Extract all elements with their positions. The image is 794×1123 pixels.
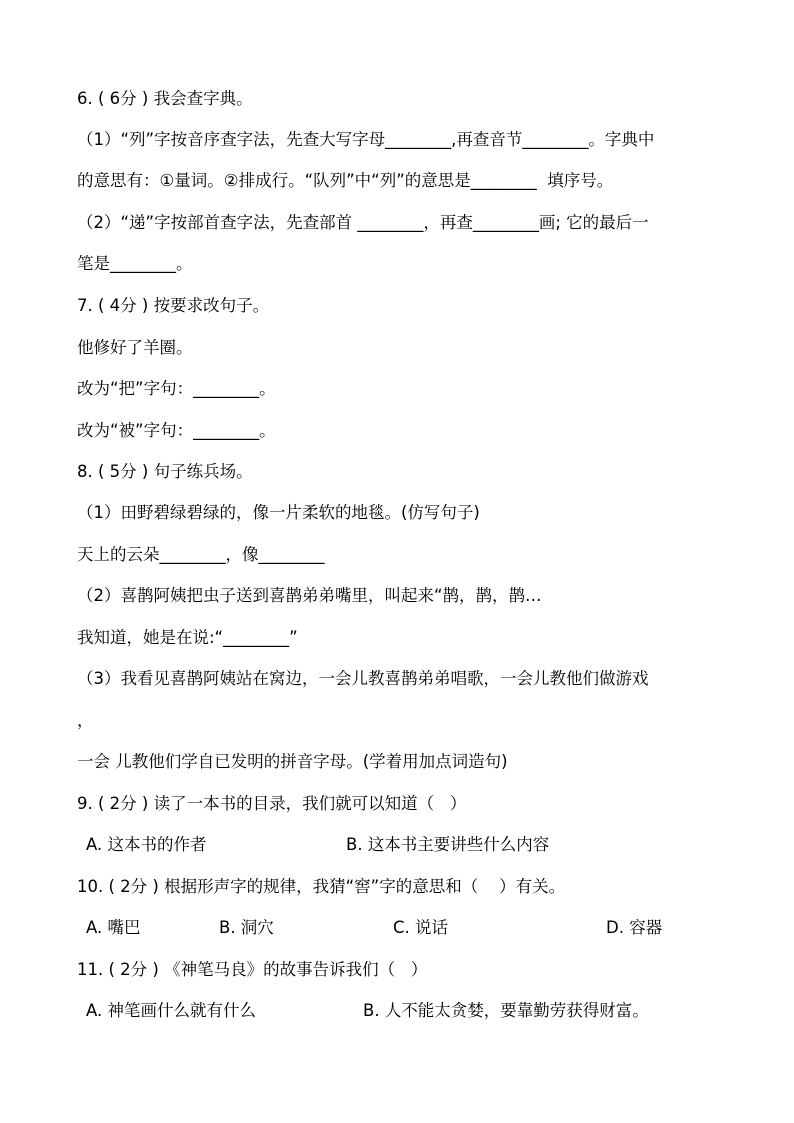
question-9-header: 9. ( 2分 ) 读了一本书的目录，我们就可以知道（ ） — [77, 794, 467, 813]
question-7-ba-sentence: 改为“把”字句：________。 — [77, 379, 276, 398]
question-8-part3-line2: 一会 儿教他们学自已发明的拼音字母。(学着用加点词造句) — [77, 752, 508, 771]
question-8-part3-comma: ， — [77, 711, 94, 730]
question-10-option-a: A. 嘴巴 — [86, 918, 141, 937]
question-8-header: 8. ( 5分 ) 句子练兵场。 — [77, 462, 253, 481]
question-8-part2-answer: 我知道，她是在说:“________” — [77, 628, 298, 647]
question-10-option-c: C. 说话 — [393, 918, 449, 937]
question-8-part3-line1: （3）我看见喜鹊阿姨站在窝边，一会儿教喜鹊弟弟唱歌，一会儿教他们做游戏 — [77, 669, 649, 688]
question-6-part2-line1: （2）“递”字按部首查字法，先查部首 ________，再查________画; 它的最后一 — [77, 213, 649, 232]
question-10-option-b: B. 洞穴 — [219, 918, 274, 937]
question-11-option-a: A. 神笔画什么就有什么 — [86, 1001, 256, 1020]
question-6-part1-line1: （1）“列”字按音序查字法，先查大写字母________,再查音节________。字典中 — [77, 130, 655, 149]
question-11-option-b: B. 人不能太贪婪，要靠勤劳获得财富。 — [363, 1001, 649, 1020]
question-8-part1: （1）田野碧绿碧绿的，像一片柔软的地毯。(仿写句子) — [77, 503, 480, 522]
question-9-option-a: A. 这本书的作者 — [86, 835, 207, 854]
question-8-part1-answer: 天上的云朵________，像________ — [77, 545, 325, 564]
question-11-header: 11. ( 2分 ) 《神笔马良》的故事告诉我们（ ） — [77, 960, 428, 979]
question-6-part2-line2: 笔是________。 — [77, 254, 193, 273]
question-8-part2: （2）喜鹊阿姨把虫子送到喜鹊弟弟嘴里，叫起来“鹊，鹊，鹊… — [77, 586, 542, 605]
question-10-header: 10. ( 2分 ) 根据形声字的规律，我猜“窖”字的意思和（ ）有关。 — [77, 877, 566, 896]
question-7-bei-sentence: 改为“被”字句：________。 — [77, 421, 276, 440]
question-6-part1-line2: 的意思有：①量词。②排成行。“队列”中“列”的意思是________ 填序号。 — [77, 171, 614, 190]
question-10-option-d: D. 容器 — [606, 918, 663, 937]
question-6-header: 6. ( 6分 ) 我会查字典。 — [77, 89, 253, 108]
question-7-header: 7. ( 4分 ) 按要求改句子。 — [77, 296, 270, 315]
question-9-option-b: B. 这本书主要讲些什么内容 — [346, 835, 550, 854]
question-7-sentence: 他修好了羊圈。 — [77, 338, 193, 357]
